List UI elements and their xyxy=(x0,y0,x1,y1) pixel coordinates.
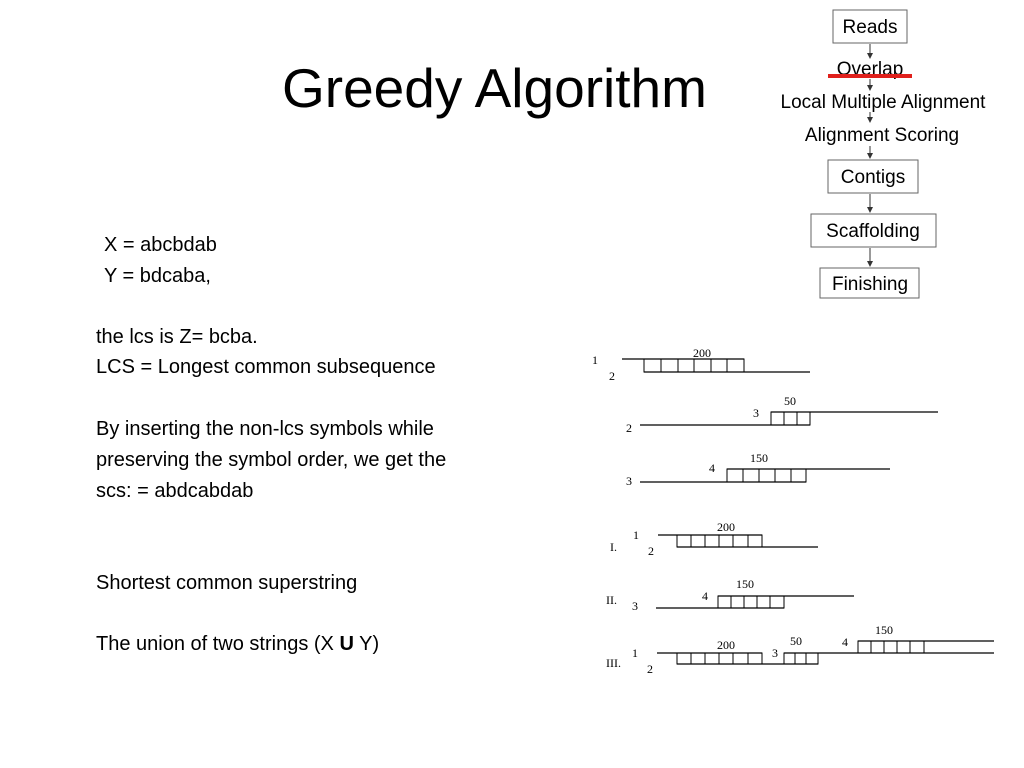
merge-step-label: II. xyxy=(606,593,617,607)
x-string: X = abcbdab xyxy=(104,234,217,256)
merge-step-2 xyxy=(606,577,854,613)
union-symbol: U xyxy=(339,633,354,655)
read-label: 3 xyxy=(753,406,759,420)
read-label: 3 xyxy=(626,474,632,488)
insert-text-line-2: preserving the symbol order, we get the xyxy=(96,449,447,471)
slide-title: Greedy Algorithm xyxy=(282,57,707,119)
read-label: 3 xyxy=(772,646,778,660)
overlap-length: 50 xyxy=(784,394,796,408)
scs-definition: Shortest common superstring xyxy=(96,572,358,594)
flow-step-local-multiple-alignment: Local Multiple Alignment xyxy=(780,92,986,113)
overlap-pair-4-3 xyxy=(626,451,890,488)
read-label: 4 xyxy=(702,589,708,603)
overlap-length: 200 xyxy=(717,638,735,652)
overlap-length: 150 xyxy=(750,451,768,465)
read-label: 2 xyxy=(626,421,632,435)
insert-text-line-1: By inserting the non-lcs symbols while xyxy=(96,418,434,440)
overlap-pair-1-2 xyxy=(592,346,810,383)
flow-step-reads: Reads xyxy=(842,17,898,38)
merge-step-label: I. xyxy=(610,540,617,554)
overlap-length: 150 xyxy=(875,623,893,637)
insert-text-line-3: scs: = abdcabdab xyxy=(96,480,254,502)
read-label: 2 xyxy=(609,369,615,383)
overlap-length: 50 xyxy=(790,634,802,648)
overlap-length: 150 xyxy=(736,577,754,591)
overlap-length: 200 xyxy=(693,346,711,360)
overlap-length: 200 xyxy=(717,520,735,534)
read-label: 3 xyxy=(632,599,638,613)
read-label: 2 xyxy=(648,544,654,558)
lcs-definition: LCS = Longest common subsequence xyxy=(96,356,436,378)
read-label: 2 xyxy=(647,662,653,676)
union-suffix: Y) xyxy=(353,633,380,655)
y-string: Y = bdcaba, xyxy=(104,265,211,287)
merge-step-1 xyxy=(610,520,818,558)
flow-step-contigs: Contigs xyxy=(840,167,906,188)
flow-step-overlap: Overlap xyxy=(836,59,904,80)
merge-step-3 xyxy=(606,623,994,676)
lcs-result: the lcs is Z= bcba. xyxy=(96,326,258,348)
read-label: 4 xyxy=(709,461,715,475)
merge-step-label: III. xyxy=(606,656,621,670)
union-prefix: The union of two strings (X xyxy=(96,633,340,655)
read-label: 1 xyxy=(632,646,638,660)
flow-step-finishing: Finishing xyxy=(831,274,909,295)
read-label: 1 xyxy=(633,528,639,542)
flow-step-scaffolding: Scaffolding xyxy=(826,221,920,242)
read-label: 4 xyxy=(842,635,848,649)
overlap-pair-3-2 xyxy=(626,394,938,435)
read-label: 1 xyxy=(592,353,598,367)
flow-step-alignment-scoring: Alignment Scoring xyxy=(804,125,960,146)
